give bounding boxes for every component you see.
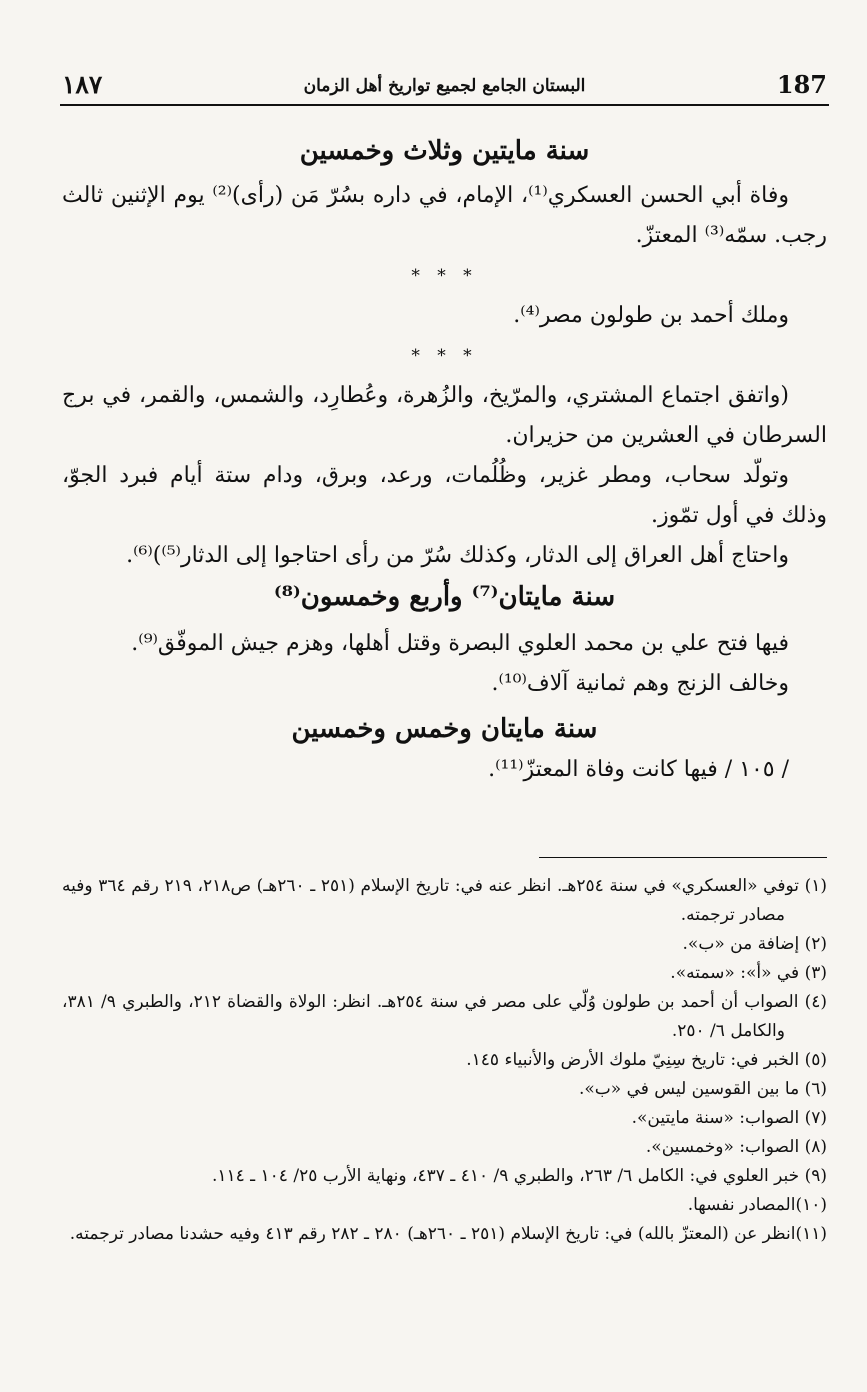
paragraph: وخالف الزنج وهم ثمانية آلاف⁽¹⁰⁾. <box>491 671 789 696</box>
page-number-arabic: ١٨٧ <box>62 70 103 99</box>
footnote-1: (١) توفي «العسكري» في سنة ٢٥٤هـ. انظر عنه في: تاريخ الإسلام (٢٥١ ـ ٢٦٠هـ) ص٢١٨، ٢١٩ رقم ٣٦٤ وفيه مصادر ترجمته. <box>62 876 827 925</box>
main-text <box>62 130 827 790</box>
footnote-2: (٢) إضافة من «ب». <box>682 934 827 954</box>
header-rule <box>60 104 829 106</box>
footnote-8: (٨) الصواب: «وخمسين». <box>645 1137 827 1157</box>
paragraph: وفاة أبي الحسن العسكري⁽¹⁾، الإمام، في داره بسُرّ مَن (رأى)⁽²⁾ يوم الإثنين ثالث رجب. سمّه⁽³⁾ المعتزّ. <box>62 183 827 248</box>
footnotes <box>62 872 827 1249</box>
page-number: 187 <box>776 70 827 99</box>
footnote-6: (٦) ما بين القوسين ليس في «ب». <box>578 1079 827 1099</box>
footnote-7: (٧) الصواب: «سنة مايتين». <box>631 1108 827 1128</box>
paragraph: وملك أحمد بن طولون مصر⁽⁴⁾. <box>513 303 789 328</box>
footnote-11: (١١)انظر عن (المعتزّ بالله) في: تاريخ الإسلام (٢٥١ ـ ٢٦٠هـ) ٢٨٠ ـ ٢٨٢ رقم ٤١٣ وفيه حشدنا مصادر ترجمته. <box>69 1224 827 1244</box>
footnote-4: (٤) الصواب أن أحمد بن طولون وُلّي على مصر في سنة ٢٥٤هـ. انظر: الولاة والقضاة ٢١٢، والطبري ٩/ ٣٨١، والكامل ٦/ ٢٥٠. <box>62 992 827 1041</box>
paragraph: فيها فتح علي بن محمد العلوي البصرة وقتل أهلها، وهزم جيش الموفّق⁽⁹⁾. <box>131 631 789 656</box>
paragraph: واحتاج أهل العراق إلى الدثار، وكذلك سُرّ من رأى احتاجوا إلى الدثار⁽⁵⁾)⁽⁶⁾. <box>126 543 789 568</box>
footnote-5: (٥) الخبر في: تاريخ سِنِيّ ملوك الأرض والأنبياء ١٤٥. <box>466 1050 827 1070</box>
footnote-10: (١٠)المصادر نفسها. <box>687 1195 827 1215</box>
running-title: البستان الجامع لجميع تواريخ أهل الزمان <box>303 76 586 96</box>
footnote-3: (٣) في «أ»: «سمته». <box>670 963 827 983</box>
separator-stars: * * * <box>411 266 478 286</box>
paragraph: (واتفق اجتماع المشتري، والمرّيخ، والزُهرة، وعُطارِد، والشمس، والقمر، في برج السرطان في العشرين من حزيران. <box>62 383 827 448</box>
section-heading-255: سنة مايتان وخمس وخمسين <box>291 714 598 744</box>
page-header <box>60 62 829 102</box>
paragraph: وتولّد سحاب، ومطر غزير، وظُلُمات، ورعد، وبرق، ودام ستة أيام فبرد الجوّ، وذلك في أول تمّوز. <box>62 463 827 528</box>
paragraph: / ١٠٥ / فيها كانت وفاة المعتزّ⁽¹¹⁾. <box>488 757 789 782</box>
separator-stars: * * * <box>411 346 478 366</box>
footnote-rule <box>539 857 827 858</box>
footnote-9: (٩) خبر العلوي في: الكامل ٦/ ٢٦٣، والطبري ٩/ ٤١٠ ـ ٤٣٧، ونهاية الأرب ٢٥/ ١٠٤ ـ ١١٤. <box>211 1166 827 1186</box>
section-heading-253: سنة مايتين وثلاث وخمسين <box>299 136 590 166</box>
section-heading-254: سنة مايتان⁽⁷⁾ وأربع وخمسون⁽⁸⁾ <box>273 582 616 612</box>
